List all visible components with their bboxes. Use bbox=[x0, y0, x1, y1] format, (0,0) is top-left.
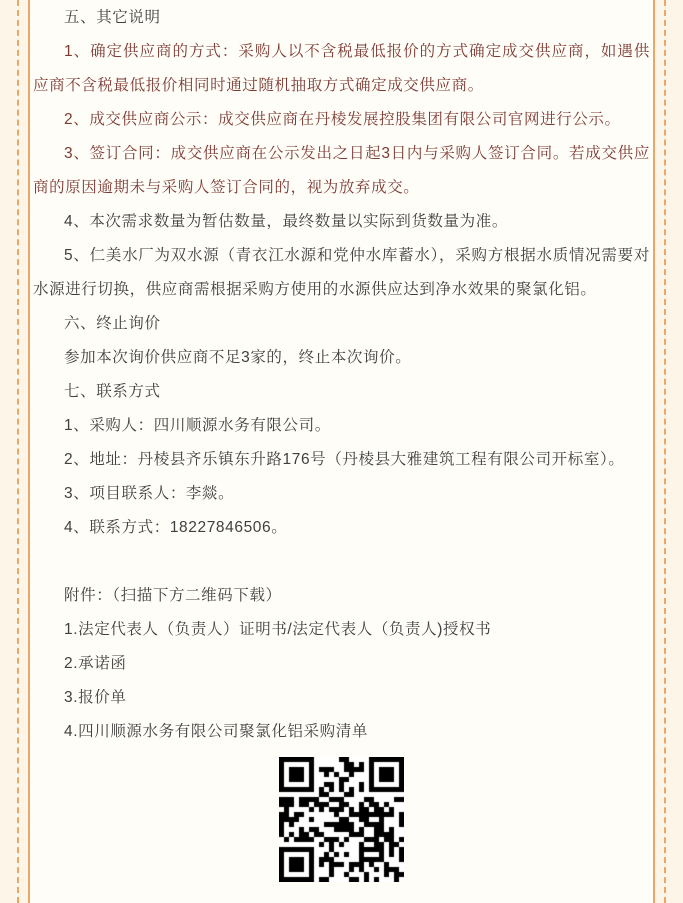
attachment-item-purchase-list: 4.四川顺源水务有限公司聚氯化铝采购清单 bbox=[64, 723, 368, 740]
contact-address: 2、地址：丹棱县齐乐镇东升路176号（丹棱县大雅建筑工程有限公司开标室）。 bbox=[64, 451, 625, 468]
attachment-item-quotation: 3.报价单 bbox=[64, 689, 127, 706]
clause-estimated-quantity: 4、本次需求数量为暂估数量，最终数量以实际到货数量为准。 bbox=[64, 213, 508, 230]
section-title-termination: 六、终止询价 bbox=[64, 315, 161, 332]
clause-termination-rule: 参加本次询价供应商不足3家的，终止本次询价。 bbox=[64, 349, 412, 366]
contact-phone: 4、联系方式：18227846506。 bbox=[64, 519, 288, 536]
section-title-contact: 七、联系方式 bbox=[64, 383, 161, 400]
clause-supplier-determination: 1、确定供应商的方式：采购人以不含税最低报价的方式确定成交供应商，如遇供应商不含税最低报价相同时通过随机抽取方式确定成交供应商。 bbox=[33, 43, 650, 94]
contact-purchaser: 1、采购人：四川顺源水务有限公司。 bbox=[64, 417, 331, 434]
clause-contract-signing: 3、签订合同：成交供应商在公示发出之日起3日内与采购人签订合同。若成交供应商的原因逾期未与采购人签订合同的，视为放弃成交。 bbox=[33, 145, 650, 196]
article-panel bbox=[28, 0, 655, 903]
clause-winner-publicity: 2、成交供应商公示：成交供应商在丹棱发展控股集团有限公司官网进行公示。 bbox=[64, 111, 621, 128]
attachments-heading: 附件：（扫描下方二维码下载） bbox=[64, 587, 282, 604]
attachment-item-authorization: 1.法定代表人（负责人）证明书/法定代表人（负责人)授权书 bbox=[64, 621, 492, 638]
qr-code-container bbox=[33, 757, 650, 882]
attachment-item-commitment: 2.承诺函 bbox=[64, 655, 127, 672]
contact-person: 3、项目联系人：李燚。 bbox=[64, 485, 235, 502]
clause-dual-water-source: 5、仁美水厂为双水源（青衣江水源和党仲水库蓄水），采购方根据水质情况需要对水源进行切换，供应商需根据采购方使用的水源供应达到净水效果的聚氯化铝。 bbox=[33, 247, 650, 298]
section-title-other-notes: 五、其它说明 bbox=[64, 9, 161, 26]
qr-code bbox=[279, 757, 404, 882]
notice-body bbox=[33, 1, 650, 882]
right-dashed-border bbox=[664, 0, 666, 903]
left-dashed-border bbox=[17, 0, 19, 903]
